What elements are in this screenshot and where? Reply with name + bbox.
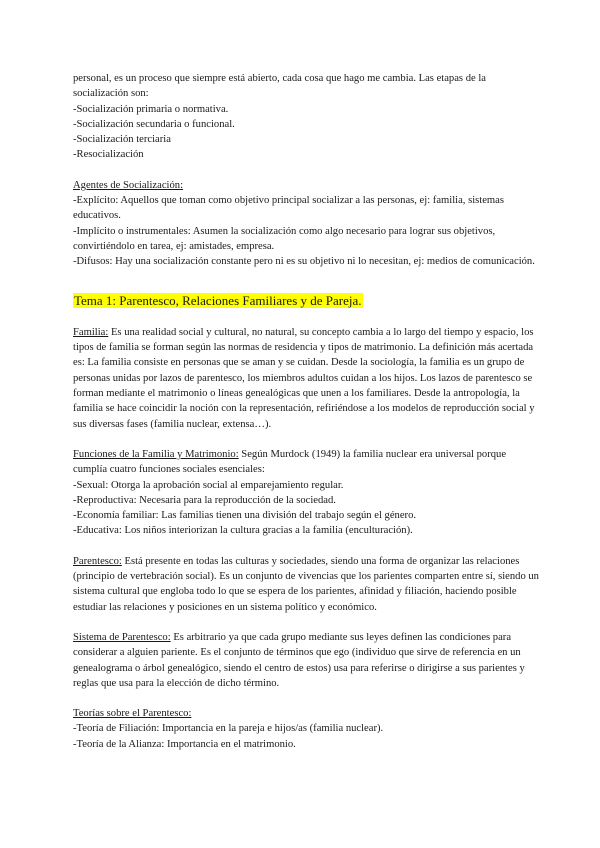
agente-item: -Implícito o instrumentales: Asumen la socialización como algo necesario para lograr sus objetivos, convirtiéndolo en tarea, ej: amistades, empresa. (73, 225, 496, 252)
funciones-section (73, 447, 540, 539)
teoria-item: -Teoría de la Alianza: Importancia en el matrimonio. (73, 738, 296, 750)
parentesco-section (73, 554, 540, 615)
stage-item: -Socialización secundaria o funcional. (73, 118, 235, 130)
stage-item: -Resocialización (73, 149, 144, 161)
familia-section (73, 325, 540, 432)
funcion-item: -Reproductiva: Necesaria para la reproducción de la sociedad. (73, 494, 336, 506)
familia-text: Es una realidad social y cultural, no natural, su concepto cambia a lo largo del tiempo y espacio, los tipos de familia se forman según las normas de residencia y tipos de matrimonio. La definición más acertada es: La familia consiste en personas que se aman y se cuidan. Desde la sociología, la familia es un grupo de personas unidas por lazos de parentesco, los miembros adultos cuidan a los hijos. Los lazos de parentesco se forman mediante el matrimonio o líneas genealógicas que unen a los familiares. Desde la antropología, la familia se hace coincidir la noción con la representación, refiriéndose a los modelos de reproducción social y sus diversas fases (familia nuclear, extensa…). (73, 326, 535, 430)
teorias-section (73, 706, 540, 752)
teoria-item: -Teoría de Filiación: Importancia en la pareja e hijos/as (familia nuclear). (73, 723, 384, 735)
intro-paragraph: personal, es un proceso que siempre está abierto, cada cosa que hago me cambia. Las etapas de la socialización son: (73, 73, 486, 100)
funcion-item: -Sexual: Otorga la aprobación social al emparejamiento regular. (73, 479, 344, 491)
funciones-text: Según Murdock (1949) la familia nuclear era universal porque cumplía cuatro funciones sociales esenciales: (73, 448, 507, 476)
funciones-heading: Funciones de la Familia y Matrimonio: (73, 448, 239, 460)
teorias-heading: Teorías sobre el Parentesco: (73, 708, 192, 720)
agente-item: -Difusos: Hay una socialización constante pero ni es su objetivo ni lo necesitan, ej: medios de comunicación. (73, 256, 535, 268)
stage-item: -Socialización terciaria (73, 134, 171, 146)
agentes-section (73, 178, 540, 270)
section-title-highlighted: Tema 1: Parentesco, Relaciones Familiares y de Pareja. (74, 292, 362, 308)
intro-section (73, 71, 540, 163)
sistema-section (73, 630, 540, 691)
parentesco-text: Está presente en todas las culturas y sociedades, siendo una forma de organizar las relaciones (principio de vertebración social). Es un conjunto de vivencias que los parientes comparten entre sí, siendo un sistema cultural que engloba todo lo que se espera de los parientes, afinidad y filiación, haciendo posible estudiar las relaciones y posiciones en un sistema político y económico. (73, 555, 539, 613)
parentesco-heading: Parentesco: (73, 555, 122, 567)
agentes-heading: Agentes de Socialización: (73, 179, 184, 191)
agente-item: -Explícito: Aquellos que toman como objetivo principal socializar a las personas, ej: familia, sistemas educativos. (73, 195, 504, 222)
sistema-text: Es arbitrario ya que cada grupo mediante sus leyes definen las condiciones para considerar a alguien pariente. Es el conjunto de términos que ego (individuo que sirve de referencia en un genealograma o árbol genealógico, siendo el centro de estos) usa para referirse o dirigirse a sus parientes y reglas que usa para la elección de dicho término. (73, 631, 525, 689)
funcion-item: -Economía familiar: Las familias tienen una división del trabajo según el género. (73, 510, 417, 522)
familia-heading: Familia: (73, 326, 109, 338)
funcion-item: -Educativa: Los niños interiorizan la cultura gracias a la familia (enculturación). (73, 525, 413, 537)
stage-item: -Socialización primaria o normativa. (73, 103, 229, 115)
sistema-heading: Sistema de Parentesco: (73, 631, 171, 643)
